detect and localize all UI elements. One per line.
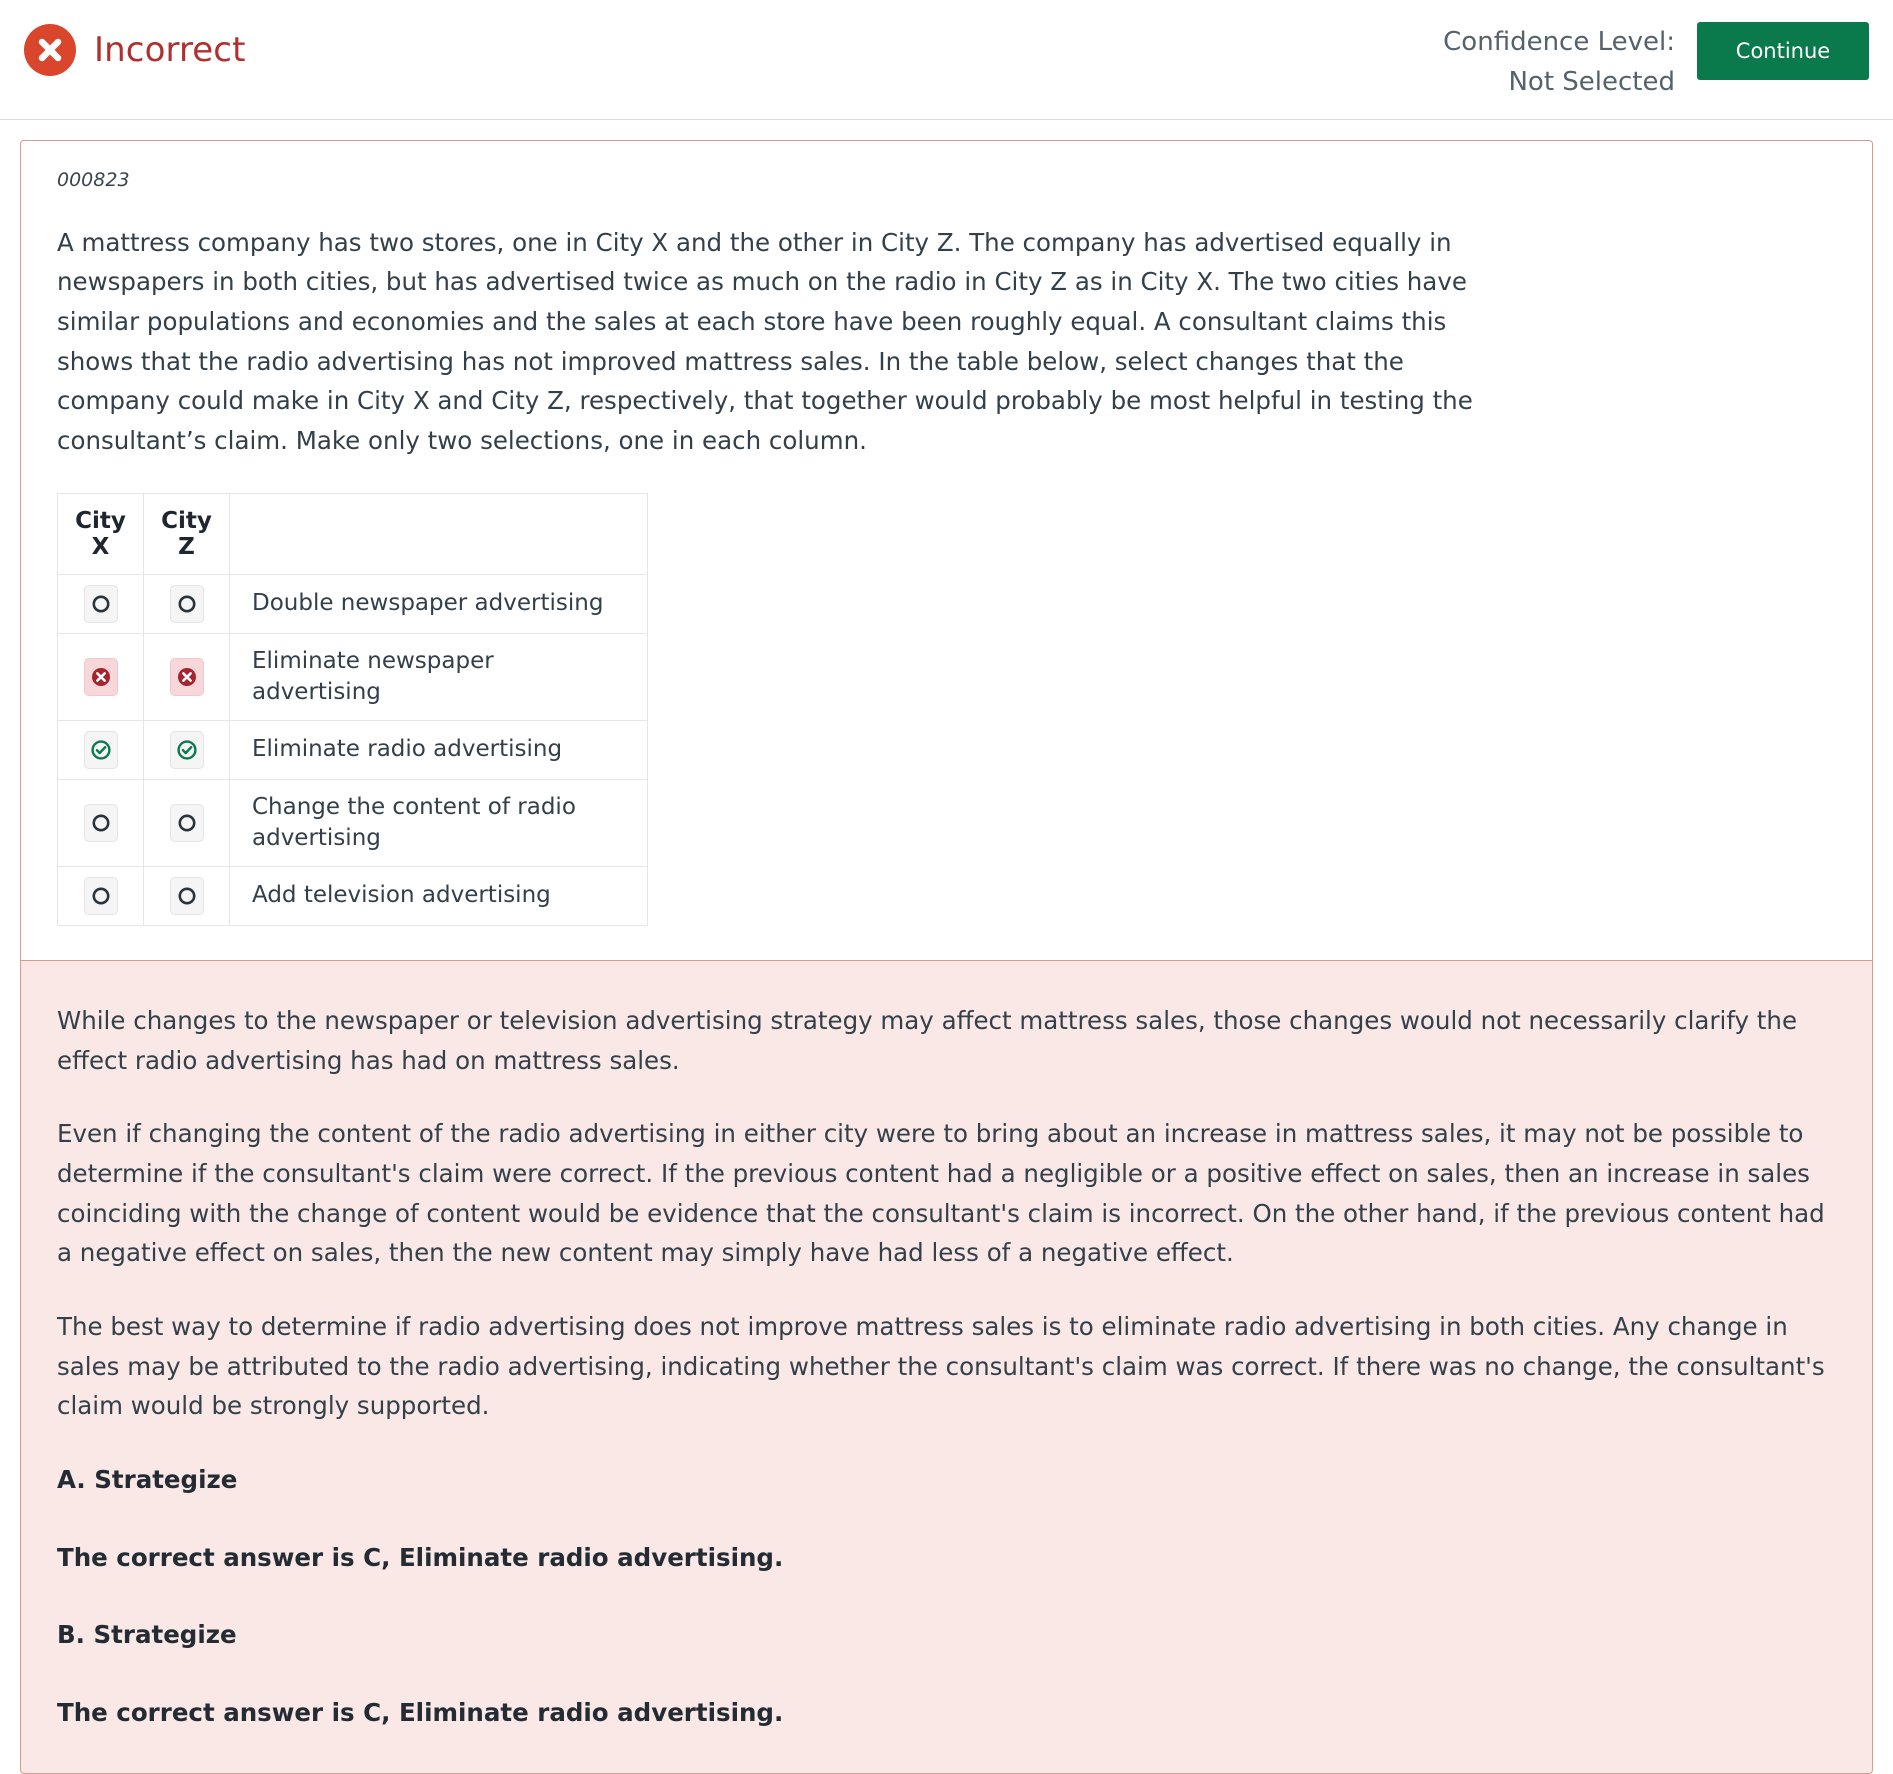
question-stem: A mattress company has two stores, one in City X and the other in City Z. The company has advertised equally in newspapers in both cities, but has advertised twice as much on the radio in City Z as in City X. The two cities have similar populations and economies and the sales at each store have been roughly equal. A consultant claims this shows that the radio advertising has not improved mattress sales. In the table below, select changes that the company could make in City X and City Z, respectively, that together would probably be most helpful in testing the consultant’s claim. Make only two selections, one in each column.	[57, 227, 1473, 456]
option-cell-city-x[interactable]	[58, 779, 144, 866]
column-header-city-x: City X	[58, 493, 144, 574]
option-label: Change the content of radio advertising	[230, 779, 648, 866]
result-header	[0, 0, 1893, 120]
explanation-panel	[20, 960, 1873, 1774]
table-row	[58, 866, 648, 925]
explanation-heading-b: B. Strategize	[57, 1620, 237, 1650]
radio-unselected-icon[interactable]	[84, 585, 118, 623]
explanation-paragraph: The best way to determine if radio advertising does not improve mattress sales is to eliminate radio advertising in both cities. Any change in sales may be attributed to the radio advertising, indicating whether the consultant's claim was correct. If there was no change, the consultant's claim would be strongly supported.	[57, 1312, 1825, 1421]
check-mark-icon[interactable]	[170, 731, 204, 769]
table-header-row	[58, 493, 648, 574]
explanation-paragraph: Even if changing the content of the radio advertising in either city were to bring about an increase in mattress sales, it may not be possible to determine if the consultant's claim were correct. If the previous content had a negligible or a positive effect on sales, then an increase in sales coinciding with the change of content would be evidence that the consultant's claim is incorrect. On the other hand, if the previous content had a negative effect on sales, then the new content may simply have had less of a negative effect.	[57, 1119, 1825, 1268]
radio-unselected-icon[interactable]	[84, 804, 118, 842]
option-label: Double newspaper advertising	[230, 574, 648, 633]
option-cell-city-x[interactable]	[58, 574, 144, 633]
table-row	[58, 633, 648, 720]
radio-unselected-icon[interactable]	[170, 585, 204, 623]
status-group	[24, 18, 246, 76]
radio-unselected-icon[interactable]	[170, 804, 204, 842]
option-cell-city-z[interactable]	[144, 633, 230, 720]
answer-selection-table	[57, 493, 648, 926]
option-label: Add television advertising	[230, 866, 648, 925]
header-right	[1443, 18, 1869, 103]
x-mark-icon[interactable]	[84, 658, 118, 696]
x-circle-icon	[24, 24, 76, 76]
option-cell-city-z[interactable]	[144, 866, 230, 925]
option-cell-city-z[interactable]	[144, 574, 230, 633]
column-header-options	[230, 493, 648, 574]
radio-unselected-icon[interactable]	[84, 877, 118, 915]
table-row	[58, 574, 648, 633]
explanation-answer-a: The correct answer is C, Eliminate radio advertising.	[57, 1542, 784, 1572]
answer-table-body	[58, 574, 648, 925]
explanation-paragraph: While changes to the newspaper or television advertising strategy may affect mattress sales, those changes would not necessarily clarify the effect radio advertising has had on mattress sales.	[57, 1005, 1798, 1075]
explanation-answer-b: The correct answer is C, Eliminate radio advertising.	[57, 1698, 784, 1728]
option-label: Eliminate radio advertising	[230, 720, 648, 779]
column-header-city-z: City Z	[144, 493, 230, 574]
table-row	[58, 720, 648, 779]
option-cell-city-z[interactable]	[144, 779, 230, 866]
question-panel	[20, 140, 1873, 960]
check-mark-icon[interactable]	[84, 731, 118, 769]
status-label: Incorrect	[94, 30, 246, 70]
option-cell-city-x[interactable]	[58, 720, 144, 779]
confidence-level-title: Confidence Level:	[1443, 27, 1675, 57]
x-mark-icon[interactable]	[170, 658, 204, 696]
radio-unselected-icon[interactable]	[170, 877, 204, 915]
option-cell-city-x[interactable]	[58, 633, 144, 720]
option-cell-city-x[interactable]	[58, 866, 144, 925]
confidence-level-value: Not Selected	[1508, 67, 1675, 98]
option-label: Eliminate newspaper advertising	[230, 633, 648, 720]
table-row	[58, 779, 648, 866]
confidence-level	[1443, 22, 1675, 103]
option-cell-city-z[interactable]	[144, 720, 230, 779]
explanation-heading-a: A. Strategize	[57, 1465, 238, 1495]
continue-button[interactable]: Continue	[1697, 22, 1869, 80]
question-id: 000823	[57, 168, 130, 191]
